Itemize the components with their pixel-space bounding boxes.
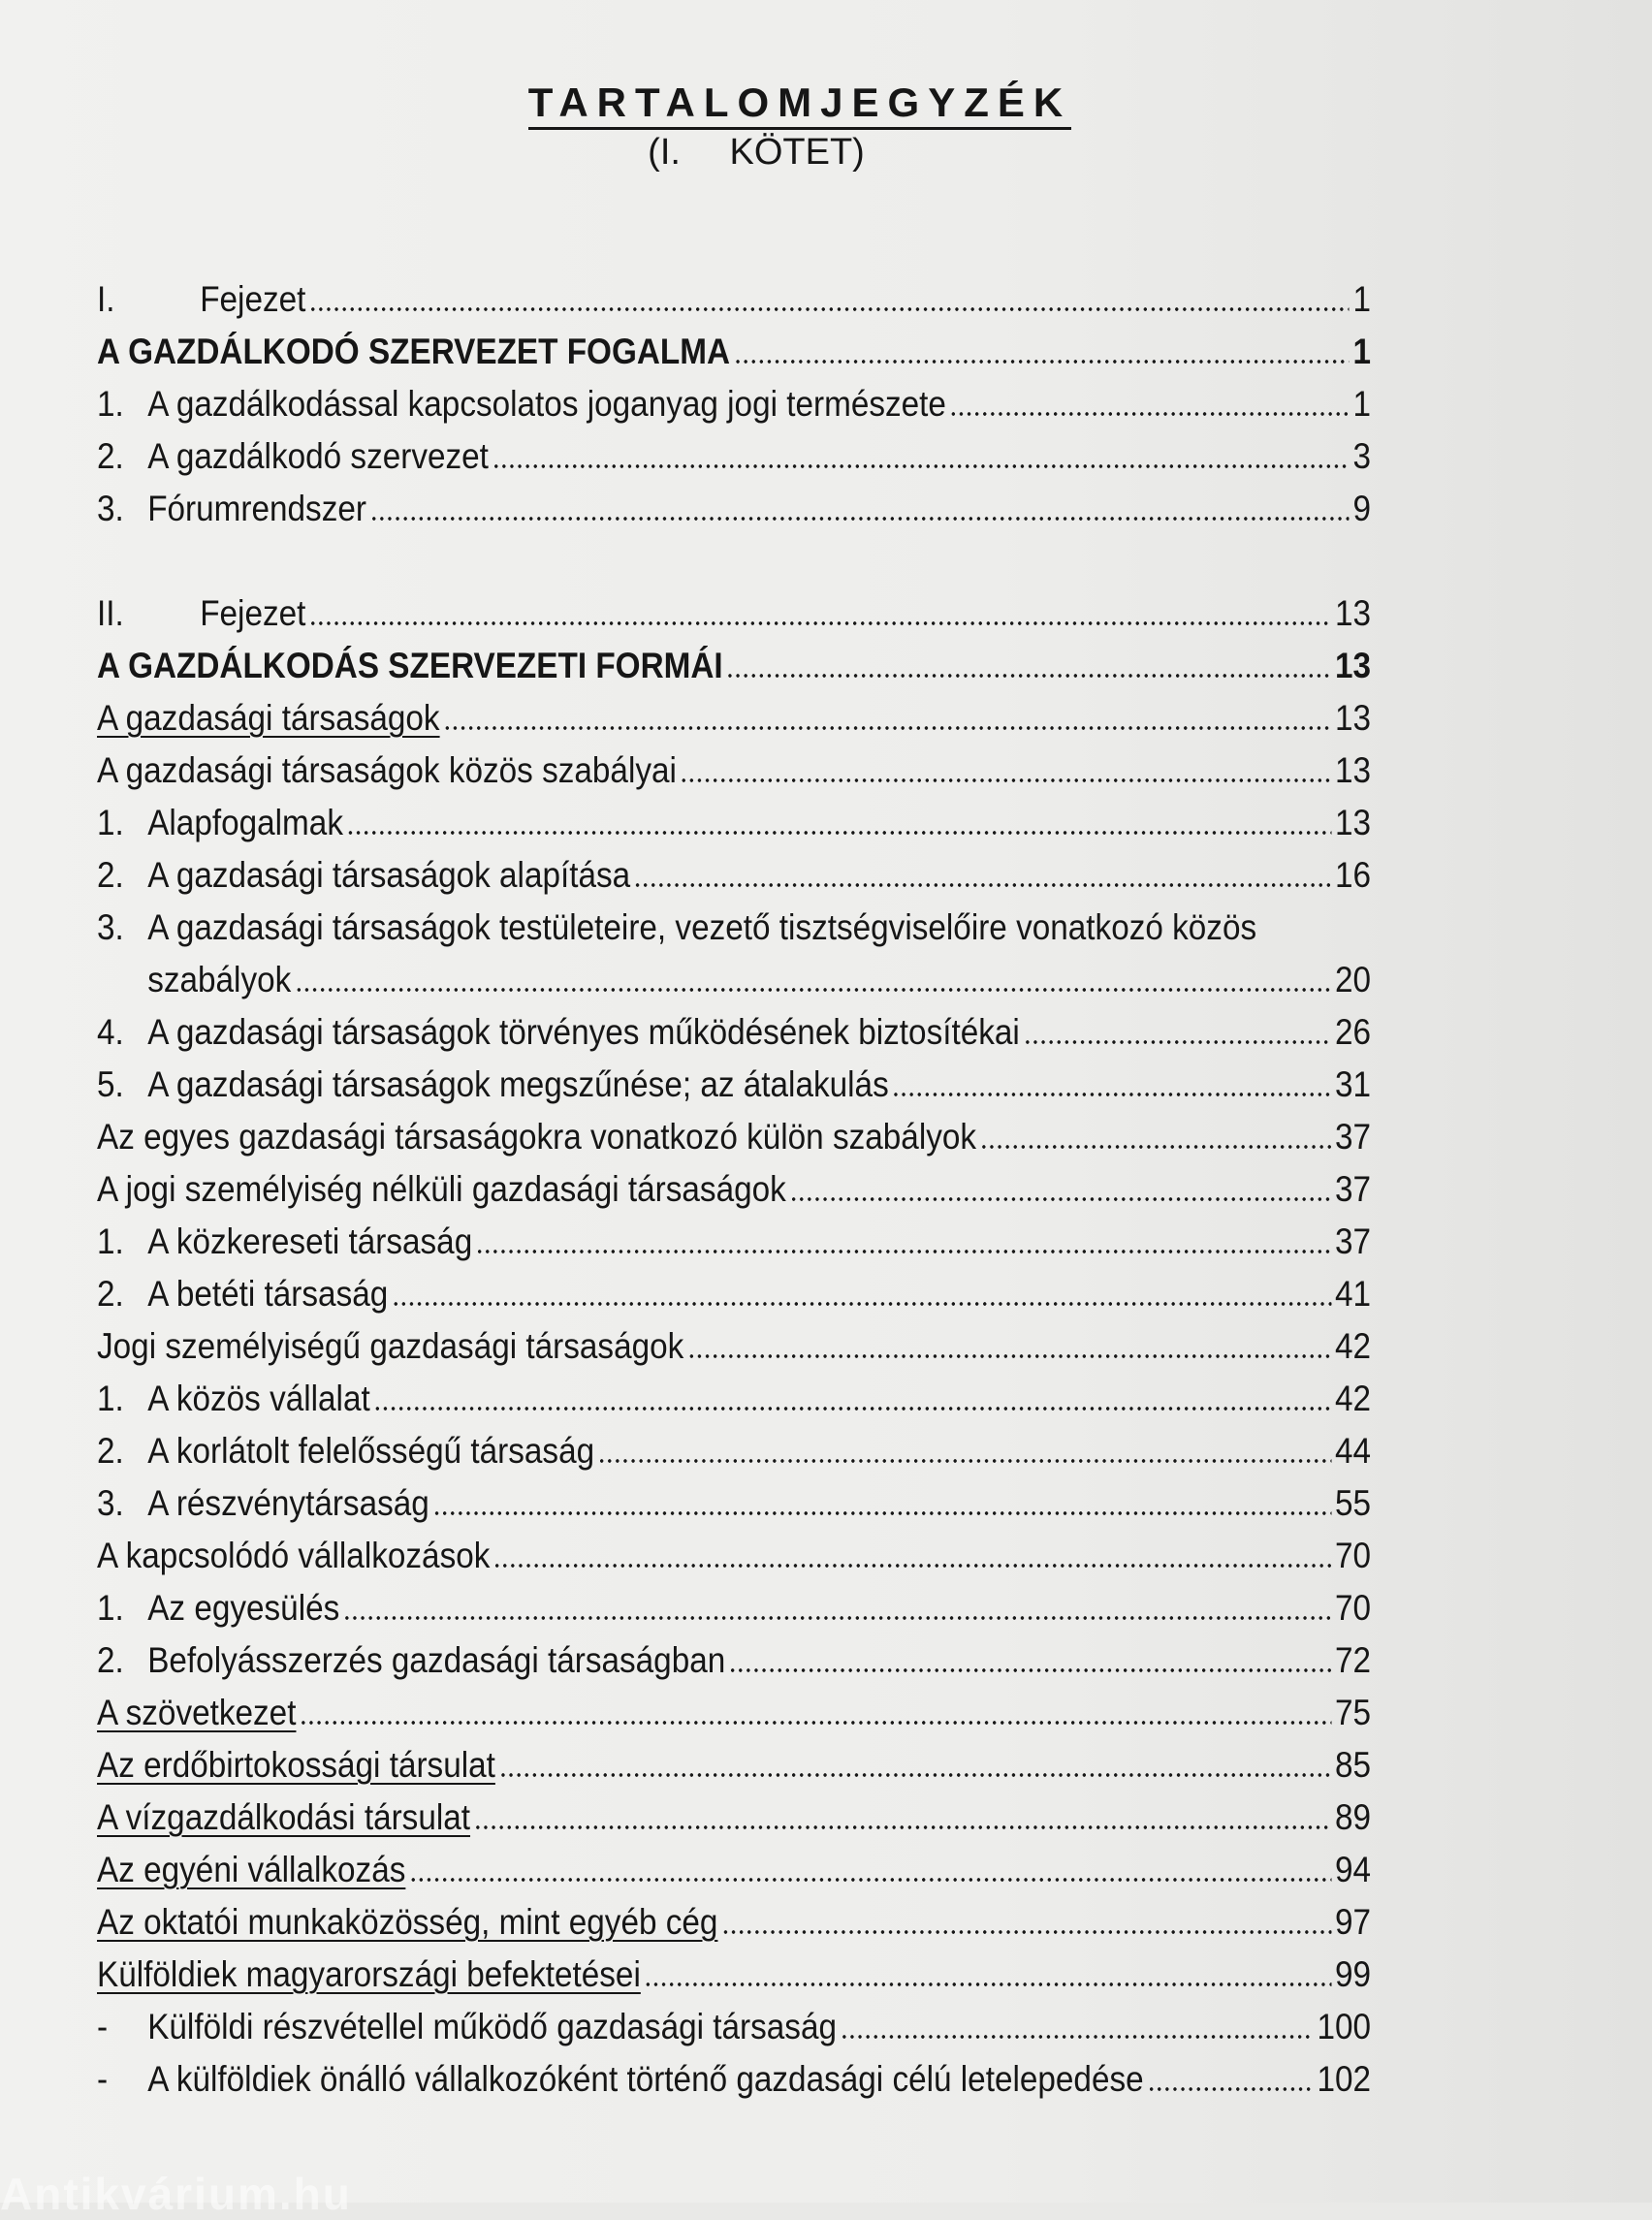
dot-leader <box>492 463 1350 469</box>
toc-entry <box>97 1999 1371 2047</box>
toc-entry <box>97 847 1371 896</box>
entry-title: A gazdasági társaságok testületeire, vezető tisztségviselőire vonatkozó közös <box>147 907 1257 947</box>
entry-title: Az egyesülés <box>147 1588 340 1628</box>
dot-leader <box>309 620 1331 626</box>
toc-entry <box>97 1423 1371 1472</box>
dot-leader <box>499 1772 1332 1778</box>
dot-leader <box>681 777 1332 783</box>
entry-page: 13 <box>1334 646 1371 685</box>
entry-number: 4. <box>97 1012 124 1052</box>
entry-page: 89 <box>1334 1797 1371 1837</box>
entry-page: 37 <box>1334 1169 1371 1209</box>
toc-entry <box>97 1109 1371 1158</box>
entry-page: 13 <box>1334 698 1371 738</box>
toc-entry <box>97 1737 1371 1786</box>
entry-title: Az egyéni vállalkozás <box>97 1850 406 1889</box>
entry-title: A szövetkezet <box>97 1693 297 1732</box>
entry-page: 31 <box>1334 1064 1371 1104</box>
entry-page: 37 <box>1334 1221 1371 1261</box>
entry-number: II. <box>97 593 124 633</box>
dot-leader <box>343 1615 1331 1621</box>
site-watermark: Antikvárium.hu <box>0 2169 352 2219</box>
toc-entry <box>97 1842 1371 1890</box>
entry-title: A közkereseti társaság <box>147 1221 473 1261</box>
dot-leader <box>474 1824 1332 1830</box>
entry-number: 2. <box>97 436 124 476</box>
entry-title: A külföldiek önálló vállalkozóként történő gazdasági célú letelepedése <box>147 2059 1144 2099</box>
dot-leader <box>409 1877 1331 1883</box>
volume-subtitle: (I. KÖTET) <box>648 132 865 173</box>
entry-title: Fejezet <box>200 593 306 633</box>
entry-page: 42 <box>1334 1326 1371 1366</box>
entry-title: Külföldi részvétellel működő gazdasági társaság <box>147 2007 838 2046</box>
entry-page: 85 <box>1334 1745 1371 1785</box>
dot-leader <box>347 830 1332 836</box>
entry-title: A gazdálkodással kapcsolatos joganyag jogi természete <box>147 384 946 424</box>
entry-number: 5. <box>97 1064 124 1104</box>
entry-number: 1. <box>97 1379 124 1418</box>
dot-leader <box>789 1196 1331 1202</box>
toc-entry <box>97 743 1371 791</box>
entry-title: A GAZDÁLKODÁS SZERVEZETI FORMÁI <box>97 646 723 685</box>
entry-title: A gazdasági társaságok megszűnése; az átalakulás <box>147 1064 889 1104</box>
entry-page: 94 <box>1334 1850 1371 1889</box>
entry-page: 37 <box>1334 1117 1371 1157</box>
entry-title: Az erdőbirtokossági társulat <box>97 1745 495 1785</box>
entry-page: 20 <box>1334 960 1371 999</box>
entry-number: 3. <box>97 907 124 947</box>
entry-page: 13 <box>1334 750 1371 790</box>
entry-title: Az egyes gazdasági társaságokra vonatkozó külön szabályok <box>97 1117 977 1157</box>
toc-entry <box>97 481 1371 529</box>
toc-entry <box>97 324 1371 372</box>
dot-leader <box>729 1667 1332 1673</box>
dot-leader <box>950 411 1350 417</box>
dot-leader <box>687 1353 1331 1359</box>
entry-title: A közös vállalat <box>147 1379 370 1418</box>
entry-page: 72 <box>1334 1640 1371 1680</box>
toc-entry <box>97 271 1371 320</box>
dot-leader <box>493 1563 1331 1569</box>
entry-title: Fejezet <box>200 279 306 319</box>
entry-title: szabályok <box>147 960 292 999</box>
dot-leader <box>300 1720 1331 1726</box>
entry-title: A gazdasági társaságok <box>97 698 440 738</box>
dot-leader <box>432 1510 1331 1516</box>
dot-leader <box>980 1144 1332 1150</box>
entry-number: 2. <box>97 1431 124 1471</box>
entry-number: I. <box>97 279 115 319</box>
dot-leader <box>721 1929 1331 1935</box>
entry-title: A gazdasági társaságok alapítása <box>147 855 631 895</box>
entry-title: Befolyásszerzés gazdasági társaságban <box>147 1640 726 1680</box>
entry-number: 1. <box>97 1221 124 1261</box>
dot-leader <box>476 1249 1332 1254</box>
toc-title: TARTALOMJEGYZÉK <box>0 79 1600 126</box>
entry-title: Alapfogalmak <box>147 803 343 842</box>
dot-leader <box>841 2034 1314 2040</box>
dot-leader <box>726 673 1331 679</box>
toc-entry <box>97 638 1371 686</box>
entry-title: A gazdasági társaságok törvényes működésének biztosítékai <box>147 1012 1020 1052</box>
toc-entry <box>97 1161 1371 1210</box>
entry-page: 97 <box>1334 1902 1371 1942</box>
entry-page: 3 <box>1352 436 1371 476</box>
toc-entry <box>97 1214 1371 1262</box>
entry-title: A GAZDÁLKODÓ SZERVEZET FOGALMA <box>97 332 731 371</box>
toc-entry <box>97 1633 1371 1681</box>
entry-page: 99 <box>1334 1954 1371 1994</box>
toc-entry <box>97 1475 1371 1524</box>
toc-entry <box>97 376 1371 425</box>
entry-title: Az oktatói munkaközösség, mint egyéb cég <box>97 1902 718 1942</box>
entry-number: 2. <box>97 855 124 895</box>
entry-number: 1. <box>97 803 124 842</box>
toc-entry <box>97 1947 1371 1995</box>
toc-entry <box>97 1318 1371 1367</box>
entry-page: 41 <box>1334 1274 1371 1314</box>
entry-page: 55 <box>1334 1483 1371 1523</box>
entry-number: 1. <box>97 1588 124 1628</box>
entry-title: Külföldiek magyarországi befektetései <box>97 1954 641 1994</box>
dot-leader <box>644 1982 1331 1987</box>
entry-title: A részvénytársaság <box>147 1483 429 1523</box>
entry-number: 2. <box>97 1640 124 1680</box>
dot-leader <box>1023 1039 1331 1045</box>
entry-title: A kapcsolódó vállalkozások <box>97 1536 491 1575</box>
entry-page: 16 <box>1334 855 1371 895</box>
toc-entry <box>97 1004 1371 1053</box>
dot-leader <box>309 306 1350 312</box>
entry-number: - <box>97 2007 109 2046</box>
entry-page: 9 <box>1352 489 1371 528</box>
entry-page: 102 <box>1317 2059 1371 2099</box>
entry-number: - <box>97 2059 109 2099</box>
toc-entry <box>97 690 1371 739</box>
dot-leader <box>443 725 1331 731</box>
entry-title: A jogi személyiség nélküli gazdasági társaságok <box>97 1169 786 1209</box>
toc-entry <box>97 1685 1371 1733</box>
entry-number: 3. <box>97 1483 124 1523</box>
entry-page: 1 <box>1352 279 1371 319</box>
entry-page: 1 <box>1352 384 1371 424</box>
toc-entry <box>97 2051 1371 2100</box>
entry-page: 44 <box>1334 1431 1371 1471</box>
dot-leader <box>598 1458 1332 1464</box>
toc-entry <box>97 795 1371 843</box>
dot-leader <box>392 1301 1331 1307</box>
toc-entry <box>97 1790 1371 1838</box>
toc-entry <box>97 586 1371 634</box>
dot-leader <box>1147 2086 1314 2092</box>
toc-entry <box>97 1528 1371 1576</box>
entry-title: Fórumrendszer <box>147 489 366 528</box>
entry-page: 100 <box>1317 2007 1371 2046</box>
toc-entry <box>97 428 1371 477</box>
entry-title: A betéti társaság <box>147 1274 389 1314</box>
entry-page: 70 <box>1334 1588 1371 1628</box>
dot-leader <box>734 359 1350 365</box>
entry-title: A gazdálkodó szervezet <box>147 436 489 476</box>
toc-entry <box>97 1894 1371 1943</box>
entry-number: 1. <box>97 384 124 424</box>
toc-entry <box>97 1580 1371 1629</box>
entry-title: A gazdasági társaságok közös szabályai <box>97 750 677 790</box>
entry-page: 1 <box>1352 332 1371 371</box>
dot-leader <box>370 516 1350 522</box>
entry-title: A korlátolt felelősségű társaság <box>147 1431 595 1471</box>
entry-number: 3. <box>97 489 124 528</box>
entry-page: 75 <box>1334 1693 1371 1732</box>
entry-title: Jogi személyiségű gazdasági társaságok <box>97 1326 684 1366</box>
entry-page: 13 <box>1334 803 1371 842</box>
entry-page: 13 <box>1334 593 1371 633</box>
entry-page: 70 <box>1334 1536 1371 1575</box>
entry-title: A vízgazdálkodási társulat <box>97 1797 471 1837</box>
toc-entry <box>97 1057 1371 1105</box>
toc-entry <box>97 900 1371 948</box>
entry-page: 26 <box>1334 1012 1371 1052</box>
toc-entry <box>97 1266 1371 1315</box>
dot-leader <box>634 882 1332 888</box>
dot-leader <box>373 1406 1331 1411</box>
entry-page: 42 <box>1334 1379 1371 1418</box>
entry-number: 2. <box>97 1274 124 1314</box>
dot-leader <box>892 1092 1331 1097</box>
toc-entry <box>97 1371 1371 1419</box>
toc-entry <box>97 952 1371 1000</box>
dot-leader <box>295 987 1331 993</box>
